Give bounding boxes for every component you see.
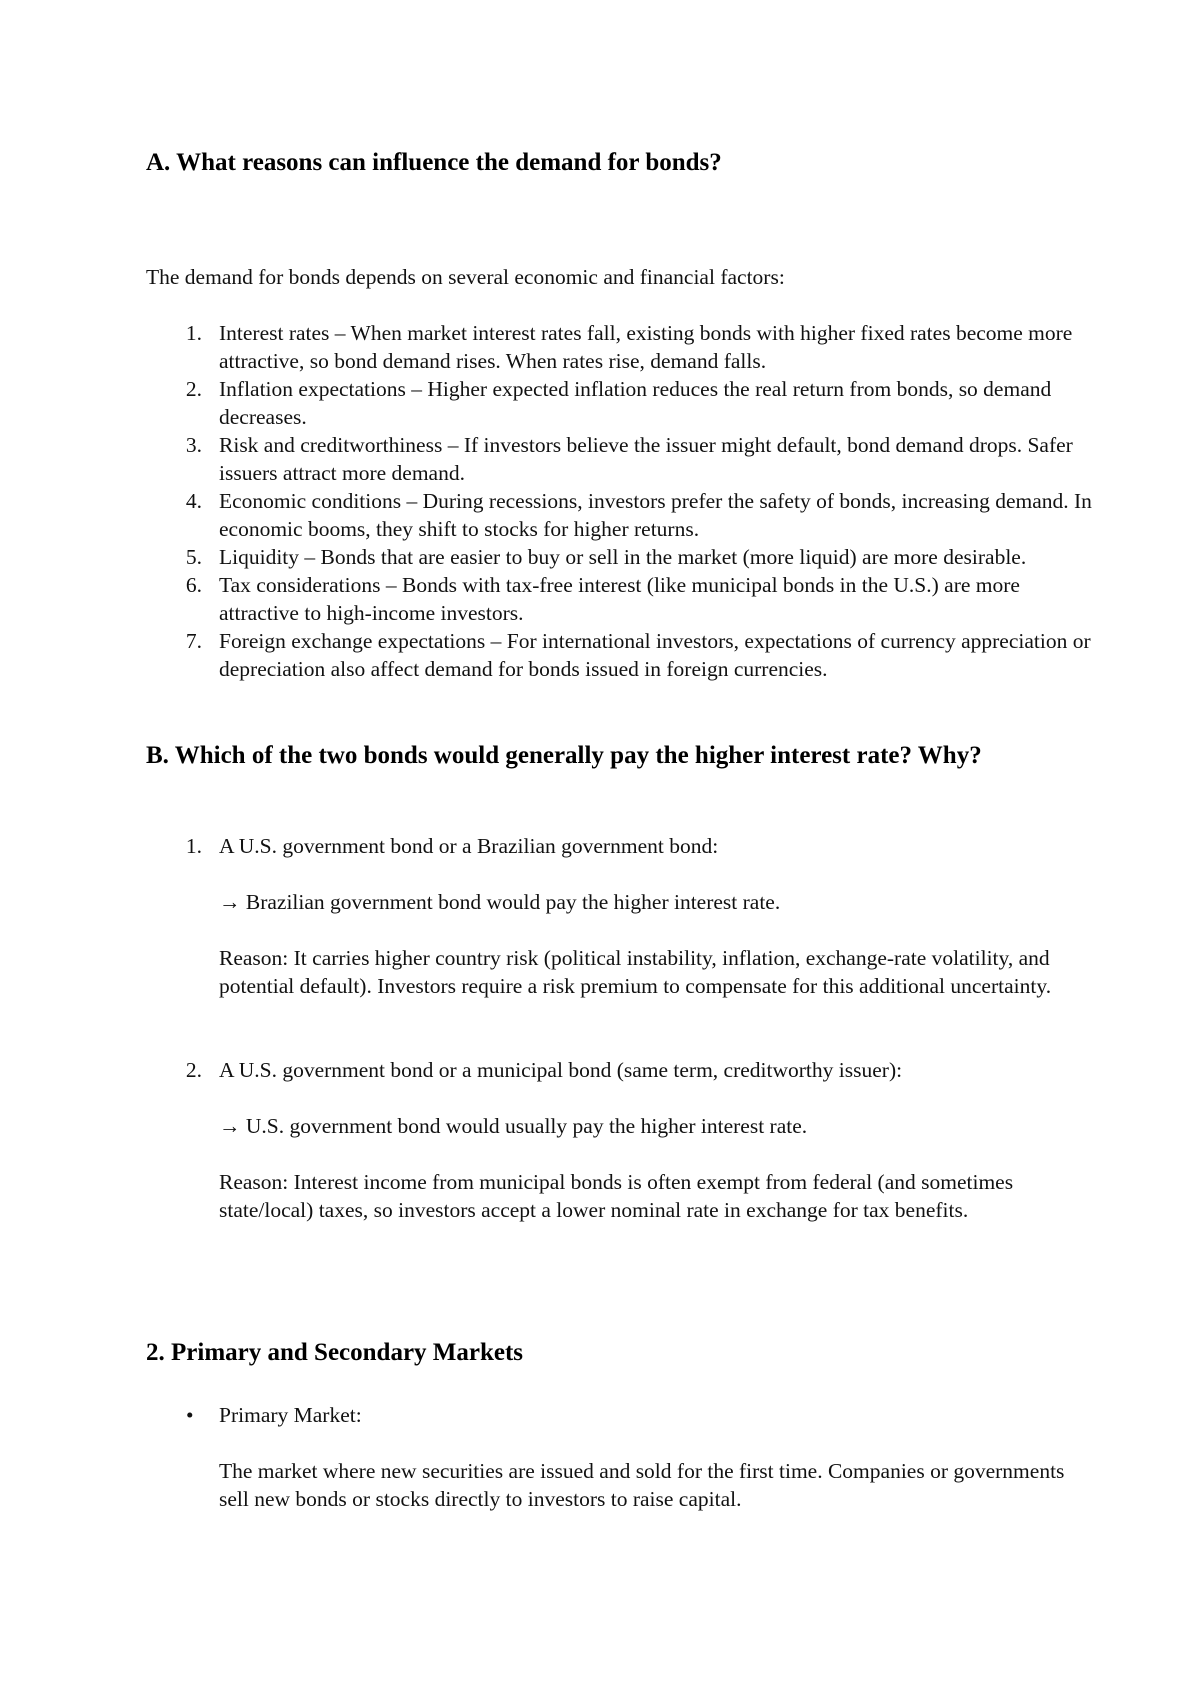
list-item bbox=[0, 431, 1099, 487]
list-number: 7. bbox=[185, 629, 202, 653]
list-number: 1. bbox=[185, 321, 202, 345]
comparison-answer: → U.S. government bond would usually pay the higher interest rate. bbox=[219, 1114, 808, 1138]
bond-demand-factors-list bbox=[0, 319, 1099, 683]
list-item bbox=[0, 375, 1099, 431]
comparison-question: A U.S. government bond or a municipal bond (same term, creditworthy issuer): bbox=[219, 1058, 903, 1082]
section-b-heading: B. Which of the two bonds would generally pay the higher interest rate? Why? bbox=[146, 742, 982, 769]
list-number: 5. bbox=[185, 545, 202, 569]
list-number: 1. bbox=[185, 834, 202, 858]
list-item bbox=[0, 487, 1099, 543]
list-item-text: Tax considerations – Bonds with tax-free interest (like municipal bonds in the U.S.) are more attractive to high-income investors. bbox=[219, 573, 1020, 625]
bullet-icon: • bbox=[186, 1403, 194, 1427]
list-item bbox=[0, 543, 1099, 571]
markets-list bbox=[0, 1401, 1099, 1513]
list-number: 4. bbox=[185, 489, 202, 513]
section-a-heading: A. What reasons can influence the demand for bonds? bbox=[146, 149, 722, 176]
list-item bbox=[0, 571, 1099, 627]
market-definition: The market where new securities are issued and sold for the first time. Companies or governments sell new bonds or stocks directly to investors to raise capital. bbox=[219, 1459, 1065, 1511]
comparison-reason: Reason: It carries higher country risk (political instability, inflation, exchange-rate volatility, and potential default). Investors require a risk premium to compensate for this additional uncertainty. bbox=[219, 946, 1052, 998]
list-number: 6. bbox=[185, 573, 202, 597]
list-number: 2. bbox=[185, 1058, 202, 1082]
list-number: 2. bbox=[185, 377, 202, 401]
comparison-question: A U.S. government bond or a Brazilian government bond: bbox=[219, 834, 719, 858]
comparison-reason: Reason: Interest income from municipal bonds is often exempt from federal (and sometimes state/local) taxes, so investors accept a lower nominal rate in exchange for tax benefits. bbox=[219, 1170, 1014, 1222]
section-a-intro: The demand for bonds depends on several economic and financial factors: bbox=[146, 265, 785, 289]
section-2-heading: 2. Primary and Secondary Markets bbox=[146, 1339, 524, 1366]
bond-comparison-list bbox=[0, 832, 1099, 1000]
comparison-answer: → Brazilian government bond would pay the higher interest rate. bbox=[219, 890, 781, 914]
market-term: Primary Market: bbox=[219, 1403, 362, 1427]
bond-comparison-list bbox=[0, 1056, 1099, 1224]
list-item-text: Liquidity – Bonds that are easier to buy or sell in the market (more liquid) are more desirable. bbox=[219, 545, 1027, 569]
list-item bbox=[0, 832, 1099, 1000]
list-number: 3. bbox=[185, 433, 202, 457]
list-item bbox=[0, 319, 1099, 375]
list-item bbox=[0, 1056, 1099, 1224]
list-item bbox=[0, 627, 1099, 683]
list-item-text: Foreign exchange expectations – For international investors, expectations of currency appreciation or depreciation also affect demand for bonds issued in foreign currencies. bbox=[219, 629, 1091, 681]
list-item bbox=[0, 1401, 1099, 1513]
list-item-text: Economic conditions – During recessions, investors prefer the safety of bonds, increasing demand. In economic booms, they shift to stocks for higher returns. bbox=[219, 489, 1092, 541]
list-item-text: Interest rates – When market interest rates fall, existing bonds with higher fixed rates become more attractive, so bond demand rises. When rates rise, demand falls. bbox=[219, 321, 1073, 373]
list-item-text: Risk and creditworthiness – If investors believe the issuer might default, bond demand drops. Safer issuers attract more demand. bbox=[219, 433, 1073, 485]
list-item-text: Inflation expectations – Higher expected inflation reduces the real return from bonds, so demand decreases. bbox=[219, 377, 1052, 429]
